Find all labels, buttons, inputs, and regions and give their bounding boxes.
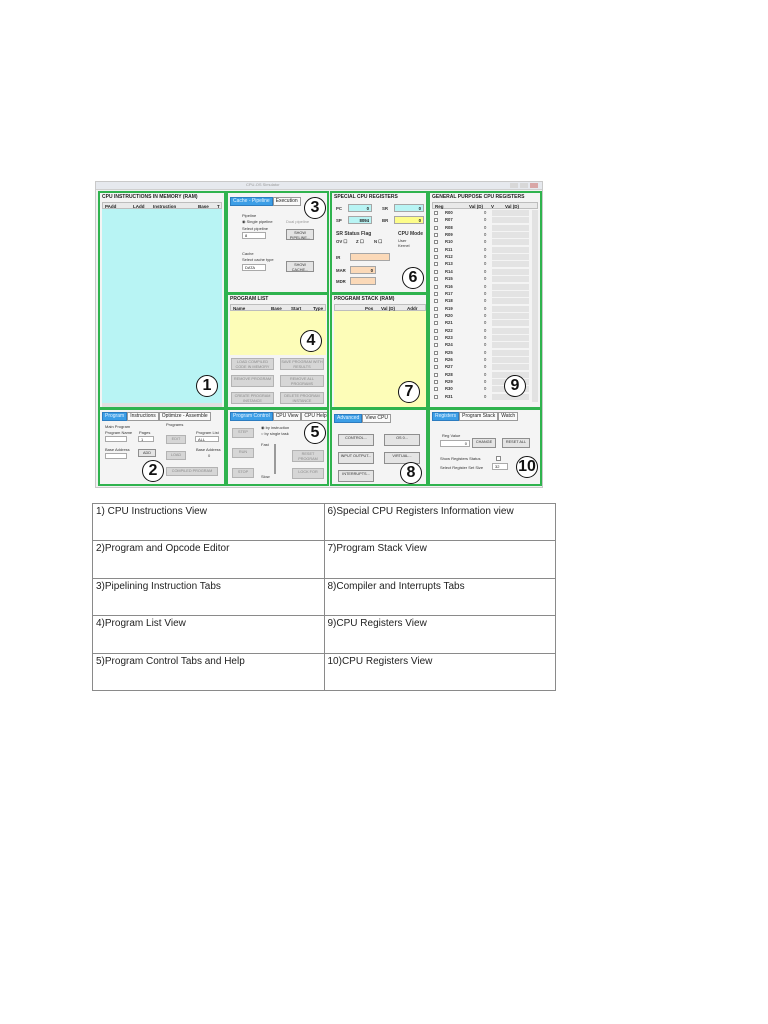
panel-title: PROGRAM LIST: [230, 296, 269, 302]
register-value: 0: [484, 224, 487, 230]
table-row[interactable]: [432, 342, 532, 349]
tab-view-cpu[interactable]: View CPU: [362, 414, 391, 423]
panel-title: PROGRAM STACK (RAM): [334, 296, 395, 302]
flag-z[interactable]: Z ☐: [356, 239, 364, 244]
register-checkbox[interactable]: [434, 299, 438, 303]
sr-value: 0: [394, 204, 424, 212]
table-row[interactable]: [432, 306, 532, 313]
register-name: R17: [445, 290, 453, 296]
instructions-table-header: [102, 202, 222, 209]
cpu-instructions-panel: [98, 191, 226, 409]
reset-all-button[interactable]: RESET ALL: [502, 438, 530, 448]
register-checkbox[interactable]: [434, 358, 438, 362]
register-value: 0: [484, 342, 487, 348]
tab-advanced[interactable]: Advanced: [334, 414, 362, 423]
register-value: 0: [484, 320, 487, 326]
table-row[interactable]: [432, 239, 532, 246]
legend-cell: 7)Program Stack View: [324, 541, 556, 578]
register-checkbox[interactable]: [434, 314, 438, 318]
register-extra-cell: [492, 328, 529, 334]
by-instruction-radio[interactable]: ◉ by instruction: [261, 425, 290, 430]
table-row: [93, 616, 556, 653]
advanced-panel: [330, 408, 428, 486]
register-extra-cell: [492, 210, 529, 216]
table-row: [93, 578, 556, 615]
input-output-button[interactable]: INPUT OUTPUT...: [338, 452, 374, 464]
mdr-value: [350, 277, 376, 285]
register-extra-cell: [492, 261, 529, 267]
horizontal-scrollbar[interactable]: [102, 403, 222, 407]
tab-watch[interactable]: Watch: [498, 412, 518, 421]
register-extra-cell: [492, 306, 529, 312]
register-name: R18: [445, 298, 453, 304]
register-name: R23: [445, 334, 453, 340]
legend-cell: 4)Program List View: [93, 616, 325, 653]
tab-program-control[interactable]: Program Control: [230, 412, 273, 421]
table-row[interactable]: [432, 269, 532, 276]
base-address-value: 0: [208, 453, 211, 458]
flag-ov-label: OV: [336, 239, 343, 244]
col-reg: Reg: [435, 204, 444, 209]
register-value: 0: [484, 312, 487, 318]
flag-z-label: Z: [356, 239, 359, 244]
register-value: 0: [484, 393, 487, 399]
fast-label: Fast: [261, 442, 269, 447]
register-value: 0: [484, 232, 487, 238]
register-extra-cell: [492, 284, 529, 290]
register-checkbox[interactable]: [434, 233, 438, 237]
base-address-label-left: Base Address: [105, 447, 130, 452]
register-name: R13: [445, 261, 453, 267]
register-name: R09: [445, 232, 453, 238]
program-name-label: Program Name: [105, 430, 133, 435]
register-value: 0: [484, 349, 487, 355]
register-value: 0: [484, 239, 487, 245]
edit-button[interactable]: EDIT: [166, 435, 186, 444]
register-checkbox[interactable]: [434, 248, 438, 252]
table-row: [93, 653, 556, 690]
legend-cell: 6)Special CPU Registers Information view: [324, 504, 556, 541]
register-name: R30: [445, 386, 453, 392]
register-set-value: 32: [495, 464, 500, 469]
register-extra-cell: [492, 276, 529, 282]
cache-label: Cache: [242, 251, 254, 256]
col-val: Val (D): [469, 204, 484, 209]
register-name: R12: [445, 254, 453, 260]
panel-title: GENERAL PURPOSE CPU REGISTERS: [432, 194, 525, 200]
program-name-input[interactable]: [105, 436, 127, 442]
single-pipeline-label: Single pipeline: [246, 219, 273, 224]
step-button[interactable]: STEP: [232, 428, 254, 438]
tab-optimize-assemble[interactable]: Optimize - Assemble: [159, 412, 211, 421]
register-value: 0: [484, 217, 487, 223]
load-button[interactable]: LOAD: [166, 451, 186, 460]
register-checkbox[interactable]: [434, 329, 438, 333]
register-controls-panel: [428, 408, 542, 486]
select-pipeline-label: Select pipeline: [242, 226, 269, 231]
show-pipeline-button[interactable]: SHOW PIPELINE...: [286, 229, 314, 240]
virtual-button[interactable]: VIRTUAL...: [384, 452, 420, 464]
tab-instructions[interactable]: Instructions: [127, 412, 159, 421]
minimize-button[interactable]: [510, 183, 518, 188]
callout-badge-1: 1: [196, 375, 218, 397]
program-control-tabs: [230, 412, 329, 421]
reg-value-input[interactable]: [440, 440, 470, 447]
program-list-header: [230, 304, 326, 311]
select-cache-type-label: Select cache type: [242, 257, 274, 262]
register-value: 0: [484, 357, 487, 362]
register-value: 0: [484, 261, 487, 267]
advanced-tabs: [334, 414, 391, 423]
register-extra-cell: [492, 342, 529, 348]
pipeline-select[interactable]: [242, 232, 266, 239]
program-editor-panel: [98, 408, 226, 486]
base-address-label-right: Base Address: [196, 447, 221, 452]
registers-scrollbar[interactable]: [532, 210, 538, 402]
col-pos: Pos: [365, 306, 374, 311]
register-value: 0: [484, 290, 487, 296]
legend-cell: 5)Program Control Tabs and Help: [93, 653, 325, 690]
sp-label: SP: [336, 218, 342, 223]
flag-ov[interactable]: OV ☐: [336, 239, 348, 244]
register-extra-cell: [492, 320, 529, 326]
by-single-task-label: by single task: [264, 431, 289, 436]
tab-program-stack[interactable]: Program Stack: [459, 412, 498, 421]
callout-badge-2: 2: [142, 460, 164, 482]
register-value: 0: [484, 327, 487, 333]
register-checkbox[interactable]: [434, 395, 438, 399]
register-value: 0: [484, 386, 487, 392]
register-value: 0: [484, 379, 487, 385]
col-addr: Addr: [407, 306, 418, 311]
register-checkbox[interactable]: [434, 351, 438, 355]
table-row[interactable]: [432, 313, 532, 320]
register-checkbox[interactable]: [434, 218, 438, 222]
register-value: 0: [484, 305, 487, 311]
col-base: Base: [271, 306, 282, 311]
register-name: R27: [445, 364, 453, 370]
cache-type-value: DATA: [245, 265, 256, 270]
register-name: R28: [445, 371, 453, 377]
program-list-value: ALL: [198, 437, 206, 442]
pipeline-label: Pipeline: [242, 213, 257, 218]
table-row: [93, 541, 556, 578]
callout-badge-9: 9: [504, 375, 526, 397]
table-row[interactable]: [432, 247, 532, 254]
maximize-button[interactable]: [520, 183, 528, 188]
legend-cell: 3)Pipelining Instruction Tabs: [93, 578, 325, 615]
col-t: T: [217, 204, 220, 209]
register-name: R20: [445, 312, 453, 318]
callout-badge-4: 4: [300, 330, 322, 352]
by-single-task-radio[interactable]: ○ by single task: [261, 431, 289, 436]
col-base: Base: [198, 204, 209, 209]
tab-cache-pipeline[interactable]: Cache - Pipeline: [230, 197, 273, 206]
table-row[interactable]: [432, 232, 532, 239]
program-editor-tabs: [102, 412, 211, 421]
col-val2: Val (D): [505, 204, 520, 209]
main-program-label: Main Program: [105, 424, 131, 429]
ir-label: IR: [336, 255, 341, 260]
register-set-select[interactable]: [492, 463, 508, 470]
reset-program-button[interactable]: RESET PROGRAM: [292, 450, 324, 462]
table-row[interactable]: [432, 364, 532, 371]
remove-all-programs-button[interactable]: REMOVE ALL PROGRAMS: [280, 375, 324, 387]
register-name: R16: [445, 283, 453, 289]
show-registers-status-checkbox[interactable]: [496, 456, 501, 461]
program-list-panel: [226, 293, 329, 409]
register-name: R21: [445, 320, 453, 326]
pipeline-tabs: [230, 197, 301, 206]
add-button[interactable]: ADD: [138, 449, 156, 457]
speed-slider[interactable]: [274, 444, 276, 474]
panel-title: CPU INSTRUCTIONS IN MEMORY (RAM): [102, 194, 198, 200]
delete-program-instance-button[interactable]: DELETE PROGRAM INSTANCE: [280, 392, 324, 404]
br-value: 0: [394, 216, 424, 224]
register-checkbox[interactable]: [434, 285, 438, 289]
register-extra-cell: [492, 247, 529, 253]
select-register-set-label: Select Register Set Size: [440, 465, 484, 470]
table-row[interactable]: [432, 210, 532, 217]
table-row[interactable]: [432, 225, 532, 232]
table-row[interactable]: [432, 320, 532, 327]
legend-cell: 10)CPU Registers View: [324, 653, 556, 690]
register-name: R15: [445, 276, 453, 282]
register-extra-cell: [492, 254, 529, 260]
register-extra-cell: [492, 269, 529, 275]
table-row[interactable]: [432, 291, 532, 298]
interrupts-button[interactable]: INTERRUPTS...: [338, 470, 374, 482]
table-row[interactable]: [432, 298, 532, 305]
register-checkbox[interactable]: [434, 292, 438, 296]
callout-badge-5: 5: [304, 422, 326, 444]
callout-badge-8: 8: [400, 462, 422, 484]
br-label: BR: [382, 218, 389, 223]
remove-program-button[interactable]: REMOVE PROGRAM: [231, 375, 274, 387]
register-extra-cell: [492, 225, 529, 231]
mode-kernel[interactable]: Kernel: [398, 243, 410, 248]
register-value: 0: [484, 246, 487, 252]
register-name: R29: [445, 379, 453, 385]
pages-label: Pages: [139, 430, 151, 435]
register-checkbox[interactable]: [434, 270, 438, 274]
register-extra-cell: [492, 298, 529, 304]
registers-table-header: [432, 202, 538, 209]
register-name: R08: [445, 224, 453, 230]
callout-badge-10: 10: [516, 456, 538, 478]
mode-user[interactable]: User: [398, 238, 407, 243]
table-row[interactable]: [432, 217, 532, 224]
create-program-instance-button[interactable]: CREATE PROGRAM INSTANCE: [231, 392, 274, 404]
stop-button[interactable]: STOP: [232, 468, 254, 478]
compiled-program-button[interactable]: COMPILED PROGRAM: [166, 467, 218, 476]
reg-value: 0: [464, 441, 467, 446]
save-program-button[interactable]: SAVE PROGRAM WITH RESULTS: [281, 360, 323, 369]
table-row: [93, 504, 556, 541]
simulator-screenshot: [95, 181, 543, 488]
sp-value: 8094: [348, 216, 372, 224]
register-value: 0: [484, 334, 487, 340]
register-name: R14: [445, 268, 453, 274]
legend-cell: 8)Compiler and Interrupts Tabs: [324, 578, 556, 615]
special-registers-panel: [330, 191, 428, 294]
register-name: R19: [445, 305, 453, 311]
register-extra-cell: [492, 335, 529, 341]
register-checkbox[interactable]: [434, 380, 438, 384]
register-checkbox[interactable]: [434, 255, 438, 259]
register-value: 0: [484, 371, 487, 377]
pages-value: 1: [141, 437, 144, 442]
program-control-panel: [226, 408, 329, 486]
register-checkbox[interactable]: [434, 373, 438, 377]
registers-list: [430, 210, 534, 402]
col-val: Val (D): [381, 306, 396, 311]
tab-cpu-help[interactable]: CPU Help: [301, 412, 329, 421]
single-pipeline-radio[interactable]: ◉ Single pipeline: [242, 219, 273, 224]
window-titlebar: [96, 182, 542, 190]
show-cache-button[interactable]: SHOW CACHE...: [286, 261, 314, 272]
table-row[interactable]: [432, 335, 532, 342]
tab-cpu-view[interactable]: CPU View: [273, 412, 302, 421]
program-list-select[interactable]: [195, 436, 219, 442]
table-row[interactable]: [432, 357, 532, 364]
col-start: Start: [291, 306, 302, 311]
legend-cell: 9)CPU Registers View: [324, 616, 556, 653]
mdr-label: MDR: [336, 279, 346, 284]
register-value: 0: [484, 210, 487, 215]
pc-value: 0: [348, 204, 372, 212]
col-padd: PAdd: [105, 204, 117, 209]
callout-badge-6: 6: [402, 267, 424, 289]
sr-status-flag-label: SR Status Flag: [336, 231, 372, 237]
callout-badge-3: 3: [304, 197, 326, 219]
register-checkbox[interactable]: [434, 307, 438, 311]
table-row[interactable]: [432, 261, 532, 268]
panel-title: SPECIAL CPU REGISTERS: [334, 194, 398, 200]
col-ladd: LAdd: [133, 204, 145, 209]
close-button[interactable]: [530, 183, 538, 188]
register-name: R10: [445, 239, 453, 245]
register-extra-cell: [492, 232, 529, 238]
register-extra-cell: [492, 217, 529, 223]
register-name: R26: [445, 357, 453, 362]
mar-label: MAR: [336, 268, 346, 273]
pc-label: PC: [336, 206, 342, 211]
table-row[interactable]: [432, 254, 532, 261]
pipeline-panel: [226, 191, 329, 294]
register-name: R24: [445, 342, 453, 348]
control-button[interactable]: CONTROL...: [338, 434, 374, 446]
table-row[interactable]: [432, 284, 532, 291]
reg-value-label: Reg Value: [442, 433, 461, 438]
register-name: R07: [445, 217, 453, 223]
register-checkbox[interactable]: [434, 343, 438, 347]
col-v: V: [491, 204, 495, 209]
legend-cell: 2)Program and Opcode Editor: [93, 541, 325, 578]
programs-label: Programs: [166, 422, 184, 427]
register-name: R25: [445, 349, 453, 355]
window-title: CPU-OS Simulator: [246, 182, 280, 187]
register-extra-cell: [492, 364, 529, 370]
cpu-mode-label: CPU Mode: [398, 231, 423, 237]
load-compiled-code-button[interactable]: LOAD COMPILED CODE IN MEMORY: [231, 358, 274, 370]
col-instruction: Instruction: [153, 204, 177, 209]
cache-type-select[interactable]: [242, 264, 266, 271]
callout-badge-7: 7: [398, 381, 420, 403]
program-stack-header: [334, 304, 426, 311]
register-checkbox[interactable]: [434, 211, 438, 215]
col-type: Type: [313, 306, 324, 311]
sr-label: SR: [382, 206, 388, 211]
mar-value: 0: [350, 266, 376, 274]
table-row[interactable]: [432, 350, 532, 357]
register-controls-tabs: [432, 412, 518, 421]
lock-for-button[interactable]: LOCK FOR: [292, 468, 324, 479]
register-extra-cell: [492, 291, 529, 297]
register-value: 0: [484, 283, 487, 289]
table-row[interactable]: [432, 328, 532, 335]
show-registers-status-label: Show Registers Status: [440, 456, 481, 461]
register-value: 0: [484, 276, 487, 282]
register-extra-cell: [492, 313, 529, 319]
general-registers-panel: [428, 191, 542, 409]
register-value: 0: [484, 298, 487, 304]
program-list-label: Program List: [196, 430, 219, 435]
flag-n[interactable]: N ☐: [374, 239, 383, 244]
tab-program[interactable]: Program: [102, 412, 127, 421]
ir-value: [350, 253, 390, 261]
register-extra-cell: [492, 357, 529, 363]
register-checkbox[interactable]: [434, 277, 438, 281]
pages-select[interactable]: [138, 436, 154, 442]
run-button[interactable]: RUN: [232, 448, 254, 458]
register-extra-cell: [492, 239, 529, 245]
register-checkbox[interactable]: [434, 321, 438, 325]
by-instruction-label: by instruction: [265, 425, 290, 430]
register-extra-cell: [492, 350, 529, 356]
change-button[interactable]: CHANGE: [472, 438, 496, 448]
register-name: R11: [445, 246, 453, 252]
register-name: R00: [445, 210, 453, 215]
tab-execution[interactable]: Execution: [273, 197, 301, 206]
program-stack-panel: [330, 293, 428, 409]
register-checkbox[interactable]: [434, 336, 438, 340]
legend-cell: 1) CPU Instructions View: [93, 504, 325, 541]
table-row[interactable]: [432, 276, 532, 283]
tab-registers[interactable]: Registers: [432, 412, 459, 421]
col-name: Name: [233, 306, 246, 311]
register-checkbox[interactable]: [434, 226, 438, 230]
os-button[interactable]: OS 0...: [384, 434, 420, 446]
legend-table: [92, 503, 556, 691]
register-checkbox[interactable]: [434, 387, 438, 391]
pipeline-value: 8: [245, 233, 248, 238]
slow-label: Slow: [261, 474, 270, 479]
register-name: R31: [445, 393, 453, 399]
base-address-input[interactable]: [105, 453, 127, 459]
register-checkbox[interactable]: [434, 365, 438, 369]
register-checkbox[interactable]: [434, 240, 438, 244]
dual-pipeline-radio[interactable]: Dual pipeline: [286, 219, 310, 224]
register-value: 0: [484, 364, 487, 370]
register-value: 0: [484, 254, 487, 260]
register-value: 0: [484, 268, 487, 274]
register-name: R22: [445, 327, 453, 333]
register-checkbox[interactable]: [434, 262, 438, 266]
flag-n-label: N: [374, 239, 378, 244]
